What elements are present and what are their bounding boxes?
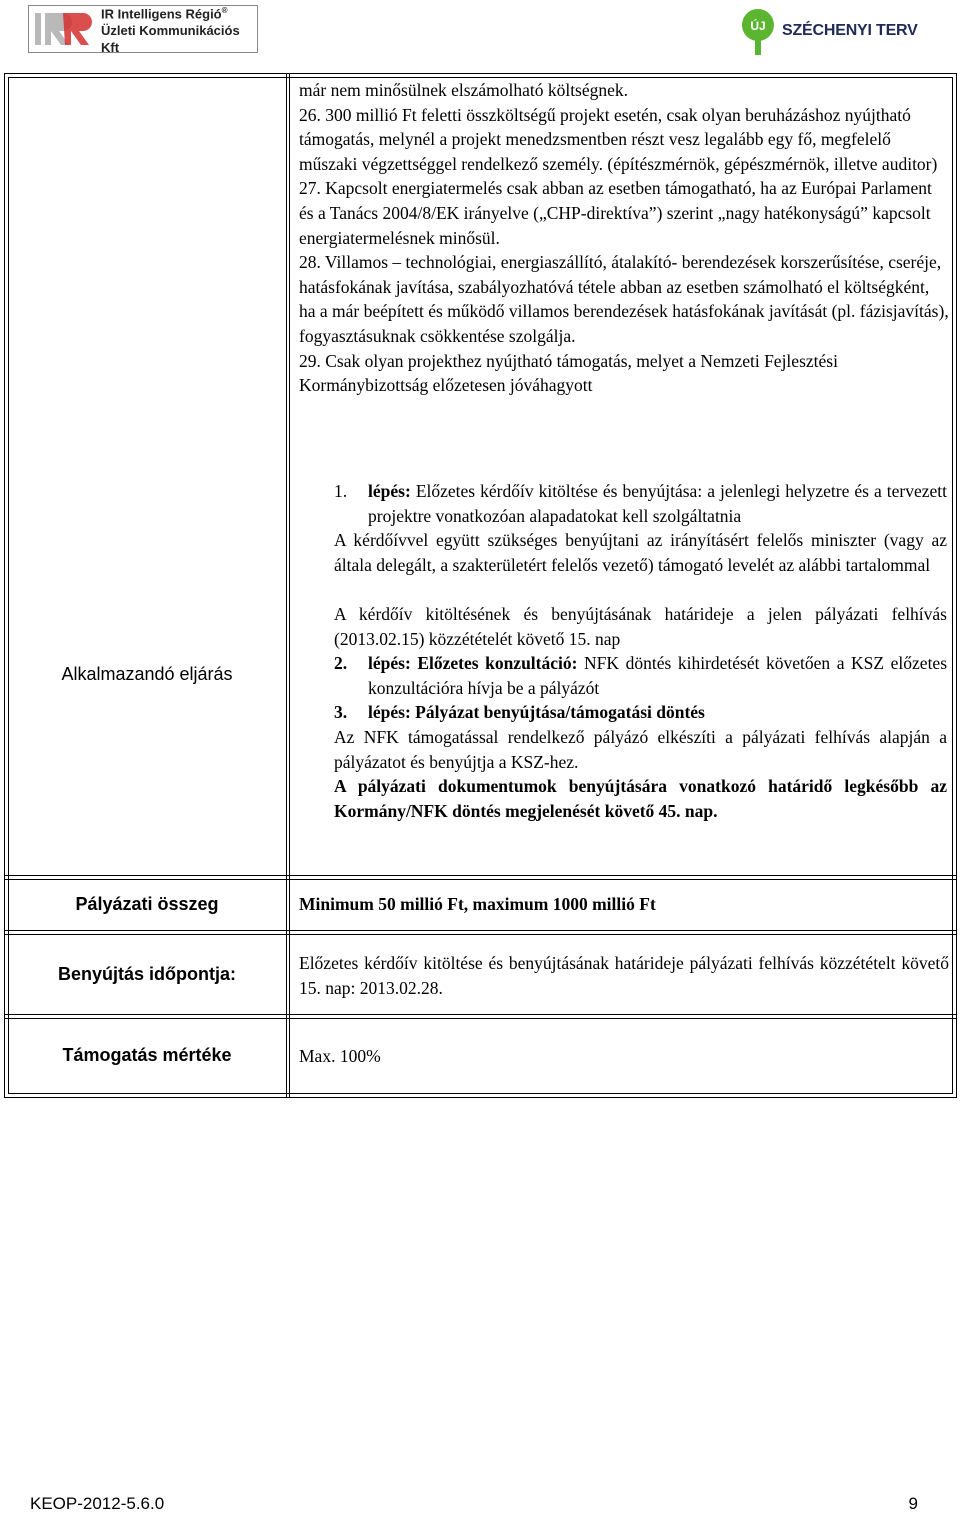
step-2-number: 2. [334,653,348,674]
condition-26b: támogatás, melynél a projekt menedzsmentben részt vesz legalább egy fő, megfelelő műszaki végzettséggel rendelkező személy. (építészmérnök, gépészmérnök, illetve auditor) [299,129,938,174]
deadline-text: A kérdőív kitöltésének és benyújtásának határideje a jelen pályázati felhívás (2013.02.15) közzétételét követő 15. nap [334,603,947,649]
submission-value: Előzetes kérdőív kitöltése és benyújtásának határideje pályázati felhívás közzétételt követő 15. nap: 2013.02.28. [299,953,949,998]
szechenyi-label: SZÉCHENYI TERV [782,22,918,39]
step-2 [334,651,947,700]
submission-label: Benyújtás időpontja: [57,964,236,984]
ir-logo-box [28,5,258,56]
condition-26a: 26. 300 millió Ft feletti összköltségű projekt esetén, csak olyan beruházáshoz nyújtható [299,104,911,125]
condition-text: már nem minősülnek elszámolható költségnek. [299,80,629,100]
condition-28: 28. Villamos – technológiai, energiaszállító, átalakító- berendezések korszerűsítése, cseréje, hatásfokának javítása, szabályozhatóvá tétele abban az esetben számolható el költségként, ha a már beépített és működő villamos berendezések hatásfokának javítását (pl. fázisjavítás), fogyasztásuknak csökkentése szolgálja. [299,252,949,346]
step-3 [334,700,947,725]
table-column-divider-inner [289,73,290,1098]
support-value: Max. 100% [299,1046,381,1066]
condition-29: 29. Csak olyan projekthez nyújtható támogatás, melyet a Nemzeti Fejlesztési Kormánybizottság előzetesen jóváhagyott [299,350,838,396]
amount-value: Minimum 50 millió Ft, maximum 1000 millió Ft [299,894,656,914]
ir-logo-icon [33,9,99,49]
szechenyi-icon [738,5,778,57]
szechenyi-icon-text: ÚJ [750,19,766,33]
step-1-number: 1. [334,481,348,501]
szechenyi-logo [738,5,918,57]
ir-logo-line1: IR Intelligens Régió [101,6,222,22]
step-3-number: 3. [334,702,348,723]
step-2-text: NFK döntés kihirdetését követően a KSZ előzetes konzultációra hívja be a pályázót [368,653,948,698]
step-3-text: Az NFK támogatással rendelkező pályázó elkészíti a pályázati felhívás alapján a pályázatot és benyújtja a KSZ-hez. [334,726,947,772]
conditions-block [299,78,949,398]
step-1-title: lépés: [368,481,411,501]
step-1-note: A kérdőívvel együtt szükséges benyújtani az irányításért felelős miniszter (vagy az általa delegált, a szakterületért felelős vezető) támogató levelét az alábbi tartalommal [334,530,947,575]
row-divider [4,930,957,931]
step-2-title: lépés: Előzetes konzultáció: [368,653,578,674]
amount-label: Pályázati összeg [75,894,219,914]
row-divider [4,1018,957,1019]
step-1 [334,479,947,528]
row-divider [4,875,957,876]
final-deadline: A pályázati dokumentumok benyújtására vonatkozó határidő legkésőbb az Kormány/NFK döntés megjelenését követő 45. nap. [334,776,947,821]
condition-27: 27. Kapcsolt energiatermelés csak abban az esetben támogatható, ha az Európai Parlament és a Tanács 2004/8/EK irányelve („CHP-direktíva”) szerint „nagy hatékonyságú” kapcsolt energiatermelésnek minősül. [299,178,932,248]
page-number: 9 [908,1494,918,1513]
step-1-text: Előzetes kérdőív kitöltése és benyújtása: a jelenlegi helyzetre és a tervezett projektre vonatkozóan alapadatokat kell szolgáltatnia [368,481,948,526]
ir-logo-reg: ® [221,5,228,15]
procedure-label: Alkalmazandó eljárás [61,664,233,684]
row-divider [4,879,957,880]
row-divider [4,1014,957,1015]
document-id: KEOP-2012-5.6.0 [30,1494,165,1513]
support-label: Támogatás mértéke [62,1045,232,1065]
row-divider [4,934,957,935]
procedure-block [334,479,947,823]
step-3-title: lépés: Pályázat benyújtása/támogatási döntés [368,702,705,723]
table-column-divider [286,73,287,1098]
ir-logo-line2: Üzleti Kommunikációs Kft [101,23,240,56]
